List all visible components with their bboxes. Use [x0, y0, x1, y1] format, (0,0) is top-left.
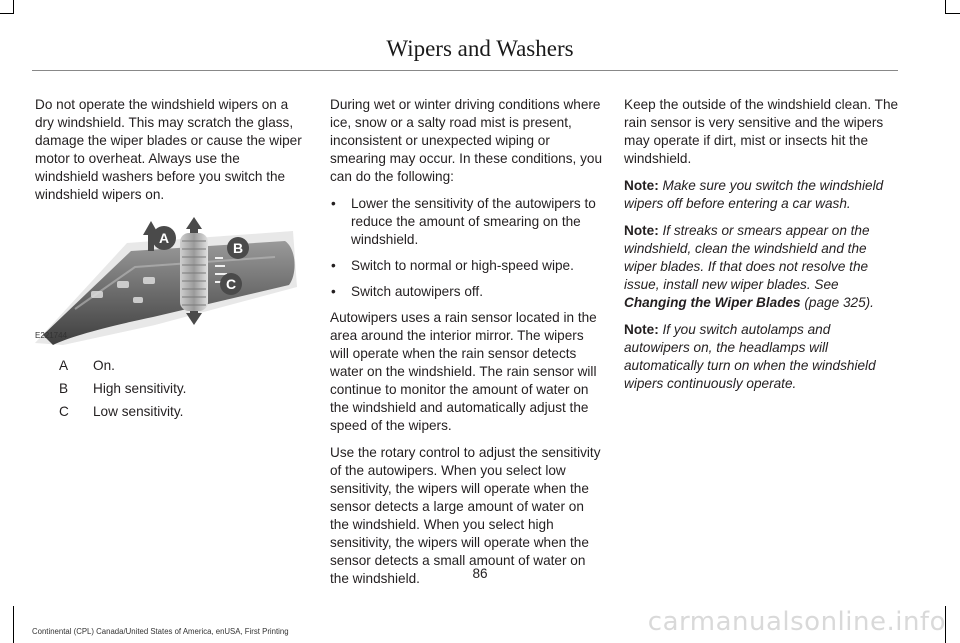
callout-b: B	[232, 240, 244, 256]
wiper-stalk-illustration	[35, 213, 297, 345]
figure-legend	[35, 357, 305, 426]
legend-text: High sensitivity.	[93, 381, 187, 396]
crop-mark	[13, 606, 14, 643]
header-divider	[32, 70, 898, 71]
note-text: Make sure you switch the windshield wipers off before entering a car wash.	[624, 178, 884, 211]
page-title: Wipers and Washers	[386, 36, 574, 61]
crop-mark	[13, 0, 14, 14]
note-streaks	[624, 222, 899, 312]
column-right	[624, 96, 899, 402]
legend-row	[35, 403, 305, 426]
rain-sensor-paragraph: Autowipers uses a rain sensor located in the area around the interior mirror. The wipers will operate when the rain sensor detects water on the windshield. The rain sensor will continue to monitor the amount of water on the windshield and automatically adjust the speed of the wipers.	[330, 310, 597, 433]
tips-list	[330, 195, 602, 301]
legend-text: Low sensitivity.	[93, 404, 184, 419]
note-autolamps	[624, 321, 899, 393]
sensitivity-paragraph: Use the rotary control to adjust the sensitivity of the autowipers. When you select low sensitivity, the wipers will operate when the sensor detects a large amount of water on the windshield. When you select high sensitivity, the wipers will operate when the sensor detects a small amount of water on the windshield.	[330, 445, 601, 586]
page-reference: (page 325).	[800, 295, 874, 310]
note-label: Note:	[624, 322, 659, 337]
watermark: carmanualsonline.info	[647, 607, 946, 637]
legend-key: C	[59, 404, 69, 419]
list-item: • Switch to normal or high-speed wipe.	[330, 257, 602, 275]
crop-mark	[946, 13, 960, 14]
crop-mark	[945, 0, 946, 14]
page-number: 86	[472, 566, 488, 581]
figure-id: E221744	[35, 331, 68, 340]
note-label: Note:	[624, 178, 659, 193]
crop-mark	[0, 13, 14, 14]
column-middle	[330, 96, 602, 597]
note-text: If you switch autolamps and autowipers on, the headlamps will automatically turn on when the windshield wipers continuously operate.	[624, 322, 876, 391]
callout-a: A	[158, 230, 170, 246]
legend-text: On.	[93, 358, 115, 373]
note-car-wash	[624, 177, 899, 213]
note-text: If streaks or smears appear on the windshield, clean the windshield and the wiper blades. If that does not resolve the issue, install new wiper blades. See	[624, 223, 870, 292]
conditions-paragraph: During wet or winter driving conditions where ice, snow or a salty road mist is present, inconsistent or unexpected wiping or smearing may occur. In these conditions, you can do the following:	[330, 97, 603, 184]
legend-key: A	[59, 358, 69, 373]
column-left	[35, 96, 305, 426]
legend-key: B	[59, 381, 69, 396]
keep-clean-paragraph: Keep the outside of the windshield clean. The rain sensor is very sensitive and the wipers may operate if dirt, mist or insects hit the windshield.	[624, 97, 899, 166]
note-label: Note:	[624, 223, 659, 238]
intro-paragraph: Do not operate the windshield wipers on a dry windshield. This may scratch the glass, damage the wiper blades or cause the wiper motor to overheat. Always use the windshield washers before you switch the windshield wipers on.	[35, 97, 302, 202]
wiper-control-figure	[35, 213, 297, 345]
legend-row	[35, 380, 305, 403]
changing-wiper-blades-link[interactable]: Changing the Wiper Blades	[624, 295, 801, 310]
list-item: • Lower the sensitivity of the autowipers to reduce the amount of smearing on the windshield.	[330, 195, 602, 249]
legend-row	[35, 357, 305, 380]
footer-text: Continental (CPL) Canada/United States of America, enUSA, First Printing	[32, 627, 289, 636]
callout-c: C	[225, 276, 237, 292]
list-item: • Switch autowipers off.	[330, 283, 602, 301]
